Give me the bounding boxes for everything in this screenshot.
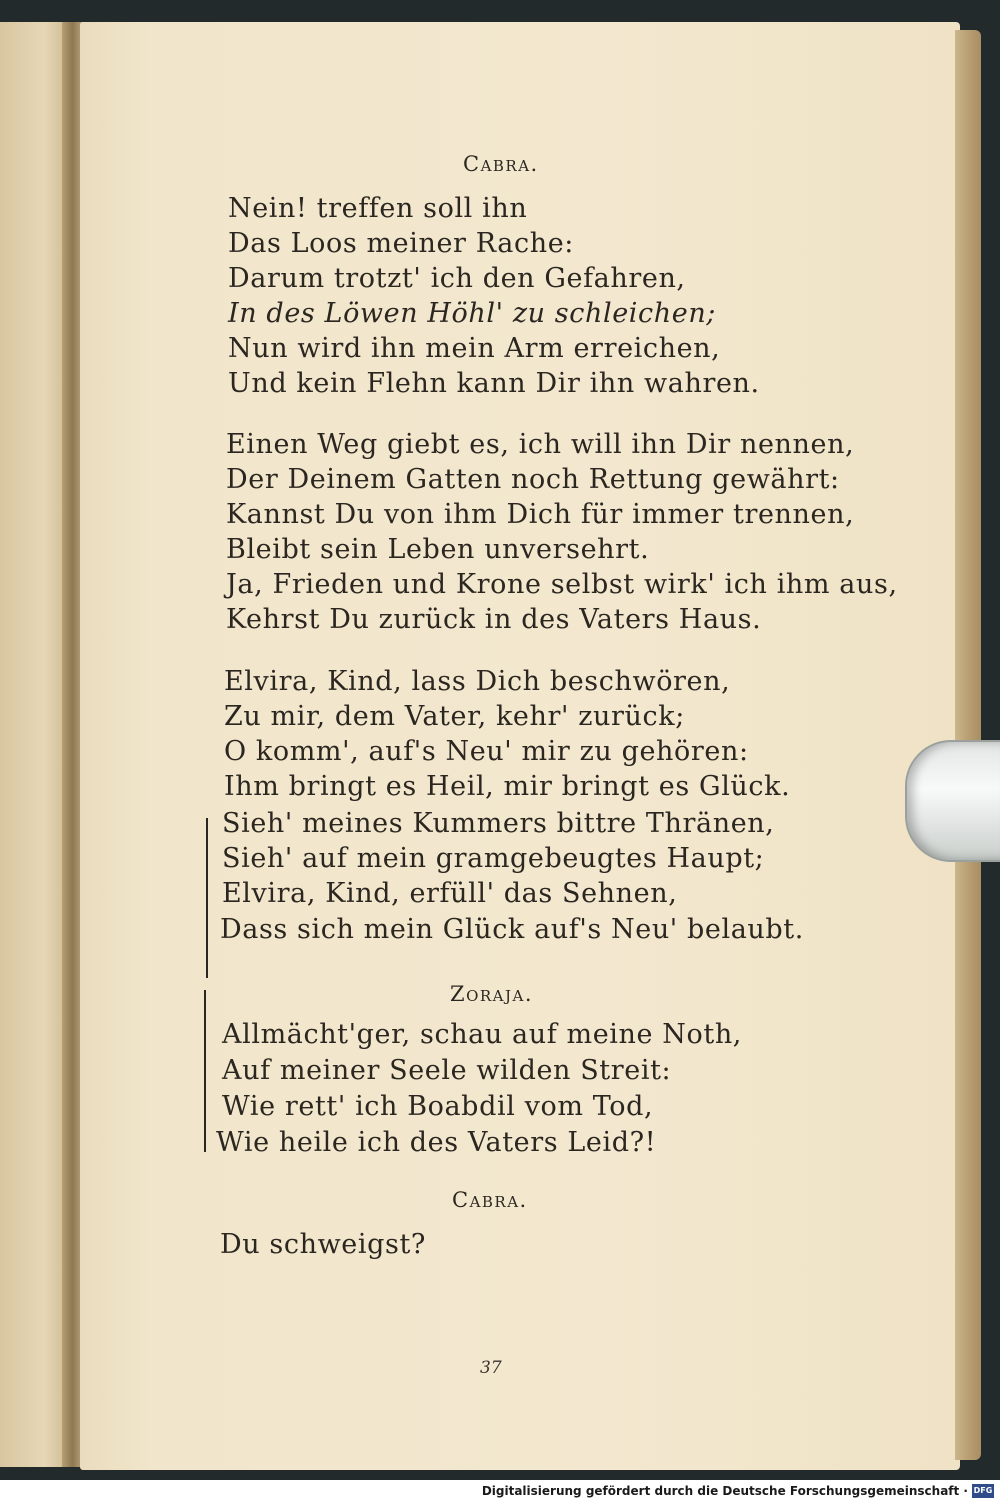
verse-line: Einen Weg giebt es, ich will ihn Dir nennen,	[226, 429, 855, 460]
verse-line: Elvira, Kind, lass Dich beschwören,	[224, 666, 731, 697]
footer-credit: Digitalisierung gefördert durch die Deutsche Forschungsgemeinschaft ·	[481, 1484, 968, 1498]
verse-line: Der Deinem Gatten noch Rettung gewährt:	[226, 464, 840, 495]
margin-bracket	[204, 990, 206, 1152]
verse-line: Darum trotzt' ich den Gefahren,	[228, 263, 686, 294]
verse-line: Allmächt'ger, schau auf meine Noth,	[222, 1019, 742, 1050]
verse-line: Das Loos meiner Rache:	[228, 228, 574, 259]
verse-line: Bleibt sein Leben unversehrt.	[226, 534, 650, 565]
verse-line: Nein! treffen soll ihn	[228, 193, 528, 224]
verse-line: Elvira, Kind, erfüll' das Sehnen,	[222, 878, 678, 909]
verse-line: Auf meiner Seele wilden Streit:	[222, 1055, 672, 1086]
plastic-clip	[905, 740, 1000, 862]
verse-line: Du schweigst?	[220, 1229, 426, 1260]
verse-line: Sieh' meines Kummers bittre Thränen,	[222, 808, 775, 839]
verse-line: Wie heile ich des Vaters Leid?!	[216, 1127, 657, 1158]
verse-line: Zu mir, dem Vater, kehr' zurück;	[224, 701, 685, 732]
speaker-cabra: Cabra.	[463, 152, 539, 176]
verse-line: Wie rett' ich Boabdil vom Tod,	[222, 1091, 654, 1122]
verse-line: Dass sich mein Glück auf's Neu' belaubt.	[220, 914, 804, 945]
verse-line: Und kein Flehn kann Dir ihn wahren.	[228, 368, 760, 399]
verse-line: Nun wird ihn mein Arm erreichen,	[228, 333, 721, 364]
verse-line: Ihm bringt es Heil, mir bringt es Glück.	[224, 771, 791, 802]
verse-line: In des Löwen Höhl' zu schleichen;	[228, 298, 717, 329]
page-number: 37	[480, 1358, 502, 1378]
margin-bracket	[206, 818, 208, 978]
footer-bar	[0, 1480, 1000, 1503]
verse-line: Ja, Frieden und Krone selbst wirk' ich ihm aus,	[226, 569, 898, 600]
speaker-cabra: Cabra.	[452, 1188, 528, 1212]
verse-line: O komm', auf's Neu' mir zu gehören:	[224, 736, 749, 767]
verse-line: Kehrst Du zurück in des Vaters Haus.	[226, 604, 762, 635]
speaker-zoraja: Zoraja.	[450, 982, 534, 1006]
dfg-logo-icon: DFG	[972, 1484, 994, 1498]
verse-line: Sieh' auf mein gramgebeugtes Haupt;	[222, 843, 765, 874]
verse-line: Kannst Du von ihm Dich für immer trennen,	[226, 499, 855, 530]
